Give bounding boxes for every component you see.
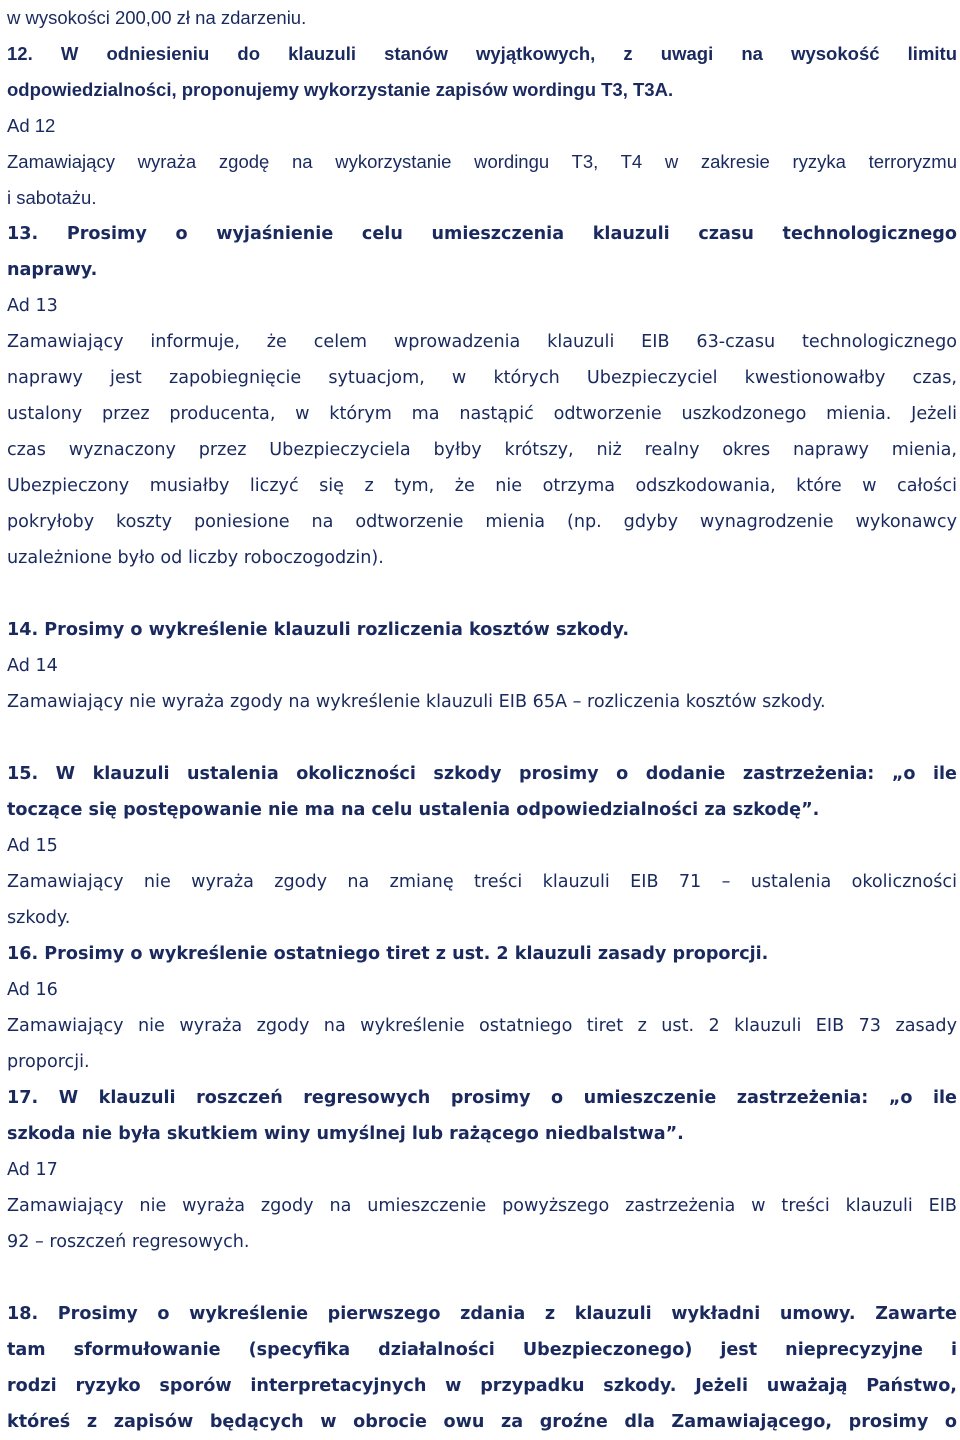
text-line: ustalony przez producenta, w którym ma nastąpić odtworzenie uszkodzonego mienia. Jeżeli <box>7 404 957 424</box>
text-line: Zamawiający nie wyraża zgody na wykreślenie klauzuli EIB 65A – rozliczenia kosztów szkody. <box>7 692 826 712</box>
question-text-line: toczące się postępowanie nie ma na celu ustalenia odpowiedzialności za szkodę”. <box>7 800 820 820</box>
question-text-line: 12. W odniesieniu do klauzuli stanów wyjątkowych, z uwagi na wysokość limitu <box>7 43 957 64</box>
paragraph-gap <box>7 720 957 756</box>
text-line: Ubezpieczony musiałby liczyć się z tym, że nie otrzyma odszkodowania, które w całości <box>7 476 957 496</box>
text-line: w wysokości 200,00 zł na zdarzeniu. <box>7 7 307 28</box>
question-text-line: 13. Prosimy o wyjaśnienie celu umieszczenia klauzuli czasu technologicznego <box>7 224 957 244</box>
text-line: proporcji. <box>7 1052 90 1072</box>
text-line: uzależnione było od liczby roboczogodzin). <box>7 548 384 568</box>
question-text-line: naprawy. <box>7 260 98 280</box>
text-line: Zamawiający nie wyraża zgody na wykreślenie ostatniego tiret z ust. 2 klauzuli EIB 73 zasady <box>7 1016 957 1036</box>
text-line: 92 – roszczeń regresowych. <box>7 1232 250 1252</box>
question-text-line: szkoda nie była skutkiem winy umyślnej lub rażącego niedbalstwa”. <box>7 1124 684 1144</box>
question-text-line: odpowiedzialności, proponujemy wykorzystanie zapisów wordingu T3, T3A. <box>7 79 674 100</box>
text-line: Ad 16 <box>7 980 58 1000</box>
document-page <box>7 0 957 1440</box>
text-line: Zamawiający informuje, że celem wprowadzenia klauzuli EIB 63-czasu technologicznego <box>7 332 957 352</box>
question-text-line: rodzi ryzyko sporów interpretacyjnych w przypadku szkody. Jeżeli uważają Państwo, <box>7 1376 957 1396</box>
text-line: Ad 14 <box>7 656 58 676</box>
text-line: i sabotażu. <box>7 187 97 208</box>
text-line: Zamawiający nie wyraża zgody na umieszczenie powyższego zastrzeżenia w treści klauzuli EIB <box>7 1196 957 1216</box>
text-line: Zamawiający wyraża zgodę na wykorzystanie wordingu T3, T4 w zakresie ryzyka terroryzmu <box>7 151 957 172</box>
text-line: Ad 15 <box>7 836 58 856</box>
question-text-line: 14. Prosimy o wykreślenie klauzuli rozliczenia kosztów szkody. <box>7 620 630 640</box>
question-text-line: 15. W klauzuli ustalenia okoliczności szkody prosimy o dodanie zastrzeżenia: „o ile <box>7 764 957 784</box>
text-line: Ad 12 <box>7 115 56 136</box>
text-line: czas wyznaczony przez Ubezpieczyciela byłby krótszy, niż realny okres naprawy mienia, <box>7 440 957 460</box>
paragraph-gap <box>7 576 957 612</box>
question-text-line: 18. Prosimy o wykreślenie pierwszego zdania z klauzuli wykładni umowy. Zawarte <box>7 1304 957 1324</box>
question-text-line: tam sformułowanie (specyfika działalności Ubezpieczonego) jest nieprecyzyjne i <box>7 1340 957 1360</box>
document-body <box>7 0 957 1440</box>
text-line: szkody. <box>7 908 71 928</box>
text-line: pokryłoby koszty poniesione na odtworzenie mienia (np. gdyby wynagrodzenie wykonawcy <box>7 512 957 532</box>
question-text-line: 17. W klauzuli roszczeń regresowych prosimy o umieszczenie zastrzeżenia: „o ile <box>7 1088 957 1108</box>
question-text-line: 16. Prosimy o wykreślenie ostatniego tiret z ust. 2 klauzuli zasady proporcji. <box>7 944 769 964</box>
text-line: Zamawiający nie wyraża zgody na zmianę treści klauzuli EIB 71 – ustalenia okoliczności <box>7 872 957 892</box>
paragraph-gap <box>7 1260 957 1296</box>
text-line: Ad 13 <box>7 296 58 316</box>
text-line: naprawy jest zapobiegnięcie sytuacjom, w których Ubezpieczyciel kwestionowałby czas, <box>7 368 957 388</box>
text-line: Ad 17 <box>7 1160 58 1180</box>
question-text-line: któreś z zapisów będących w obrocie owu za groźne dla Zamawiającego, prosimy o <box>7 1412 957 1432</box>
